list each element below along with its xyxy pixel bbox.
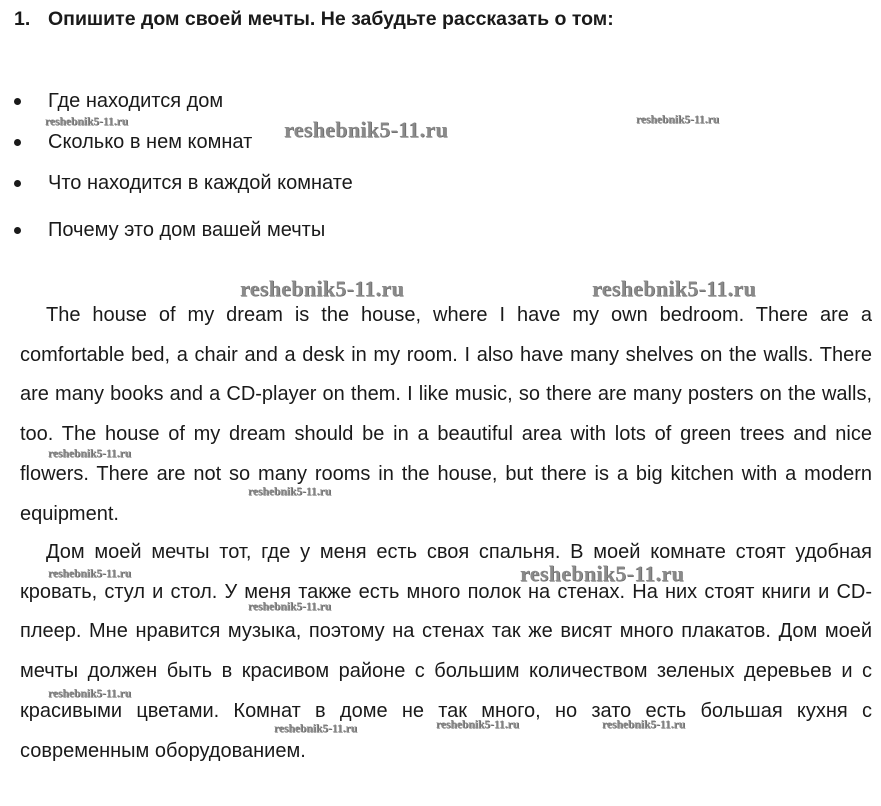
watermark: reshebnik5-11.ru bbox=[48, 568, 132, 580]
bullet-icon bbox=[14, 180, 21, 187]
watermark: reshebnik5-11.ru bbox=[45, 116, 129, 128]
watermark: reshebnik5-11.ru bbox=[436, 719, 520, 731]
english-paragraph: The house of my dream is the house, where I have my own bedroom. There are a comfortable bed, a chair and a desk in my room. I also have many shelves on the walls. There are many books and a CD-player on them. I like music, so there are many posters on the walls, too. The house of my dream should be in a beautiful area with lots of green trees and nice flowers. There are not so many rooms in the house, but there is a big kitchen with a modern equipment. bbox=[20, 304, 872, 525]
watermark: reshebnik5-11.ru bbox=[592, 276, 756, 301]
watermark: reshebnik5-11.ru bbox=[602, 719, 686, 731]
bullet-icon bbox=[14, 227, 21, 234]
watermark: reshebnik5-11.ru bbox=[48, 448, 132, 460]
watermark: reshebnik5-11.ru bbox=[248, 601, 332, 613]
watermark: reshebnik5-11.ru bbox=[636, 114, 720, 126]
russian-paragraph: Дом моей мечты тот, где у меня есть своя спальня. В моей комнате стоят удобная кровать, стул и стол. У меня также есть много полок на стенах. На них стоят книги и CD-плеер. Мне нравится музыка, поэтому на стенах так же висят много плакатов. Дом моей мечты должен быть в красивом районе с большим количеством зеленых деревьев и с красивыми цветами. Комнат в доме не так много, но зато есть большая кухня с современным оборудованием. bbox=[20, 541, 872, 762]
watermark: reshebnik5-11.ru bbox=[248, 486, 332, 498]
watermark: reshebnik5-11.ru bbox=[274, 723, 358, 735]
watermark: reshebnik5-11.ru bbox=[520, 561, 684, 586]
watermark: reshebnik5-11.ru bbox=[48, 688, 132, 700]
watermark: reshebnik5-11.ru bbox=[284, 117, 448, 142]
watermark: reshebnik5-11.ru bbox=[240, 276, 404, 301]
task-title: Опишите дом своей мечты. Не забудьте рассказать о том: bbox=[48, 8, 614, 30]
bullet-icon bbox=[14, 139, 21, 146]
task-heading bbox=[14, 8, 614, 31]
task-number: 1. bbox=[14, 8, 31, 30]
bullet-icon bbox=[14, 98, 21, 105]
